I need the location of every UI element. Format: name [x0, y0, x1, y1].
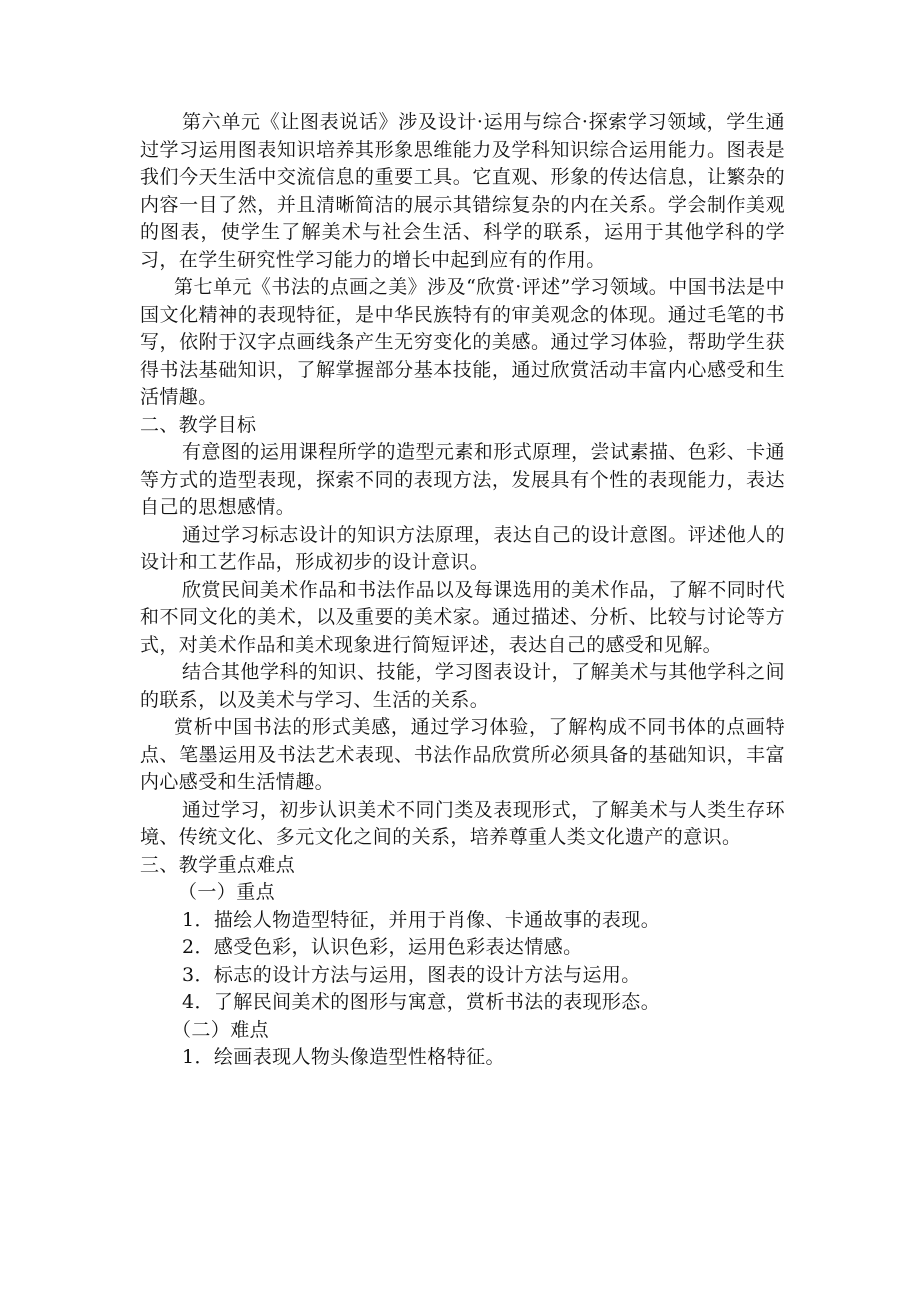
- paragraph-unit6: 第六单元《让图表说话》涉及设计·运用与综合·探索学习领域，学生通过学习运用图表知识培养其形象思维能力及学科知识综合运用能力。图表是我们今天生活中交流信息的重要工具。它直观、形象的传达信息，让繁杂的内容一目了然，并且清晰简洁的展示其错综复杂的内在关系。学会制作美观的图表，使学生了解美术与社会生活、科学的联系，运用于其他学科的学习，在学生研究性学习能力的增长中起到应有的作用。: [140, 111, 785, 271]
- document-page: [140, 109, 785, 1072]
- goal-paragraph: 有意图的运用课程所学的造型元素和形式原理，尝试素描、色彩、卡通等方式的造型表现，探索不同的表现方法，发展具有个性的表现能力，表达自己的思想感情。: [140, 441, 785, 518]
- subheading-difficult: （二）难点: [172, 1018, 270, 1041]
- goal-paragraph: 结合其他学科的知识、技能，学习图表设计，了解美术与其他学科之间的联系，以及美术与学习、生活的关系。: [140, 661, 785, 711]
- goal-paragraph: 赏析中国书法的形式美感，通过学习体验，了解构成不同书体的点画特点、笔墨运用及书法艺术表现、书法作品欣赏所必须具备的基础知识，丰富内心感受和生活情趣。: [140, 716, 785, 793]
- key-item: 4．了解民间美术的图形与寓意，赏析书法的表现形态。: [182, 991, 661, 1013]
- goal-paragraph: 通过学习，初步认识美术不同门类及表现形式，了解美术与人类生存环境、传统文化、多元文化之间的关系，培养尊重人类文化遗产的意识。: [140, 798, 785, 848]
- key-item: 2．感受色彩，认识色彩，运用色彩表达情感。: [182, 936, 583, 958]
- goal-paragraph: 欣赏民间美术作品和书法作品以及每课选用的美术作品，了解不同时代和不同文化的美术，以及重要的美术家。通过描述、分析、比较与讨论等方式，对美术作品和美术现象进行简短评述，表达自己的感受和见解。: [140, 578, 785, 656]
- subheading-key: （一）重点: [178, 881, 276, 903]
- key-item: 3．标志的设计方法与运用，图表的设计方法与运用。: [182, 963, 641, 986]
- section-heading-goals: 二、教学目标: [140, 413, 257, 436]
- difficult-item: 1．绘画表现人物头像造型性格特征。: [182, 1046, 505, 1068]
- section-heading-key-points: 三、教学重点难点: [140, 853, 296, 876]
- paragraph-unit7: 第七单元《书法的点画之美》涉及“欣赏·评述”学习领域。中国书法是中国文化精神的表现特征，是中华民族特有的审美观念的体现。通过毛笔的书写，依附于汉字点画线条产生无穷变化的美感。通过学习体验，帮助学生获得书法基础知识，了解掌握部分基本技能，通过欣赏活动丰富内心感受和生活情趣。: [140, 276, 785, 408]
- key-item: 1．描绘人物造型特征，并用于肖像、卡通故事的表现。: [182, 908, 661, 931]
- goal-paragraph: 通过学习标志设计的知识方法原理，表达自己的设计意图。评述他人的设计和工艺作品，形成初步的设计意识。: [140, 523, 785, 573]
